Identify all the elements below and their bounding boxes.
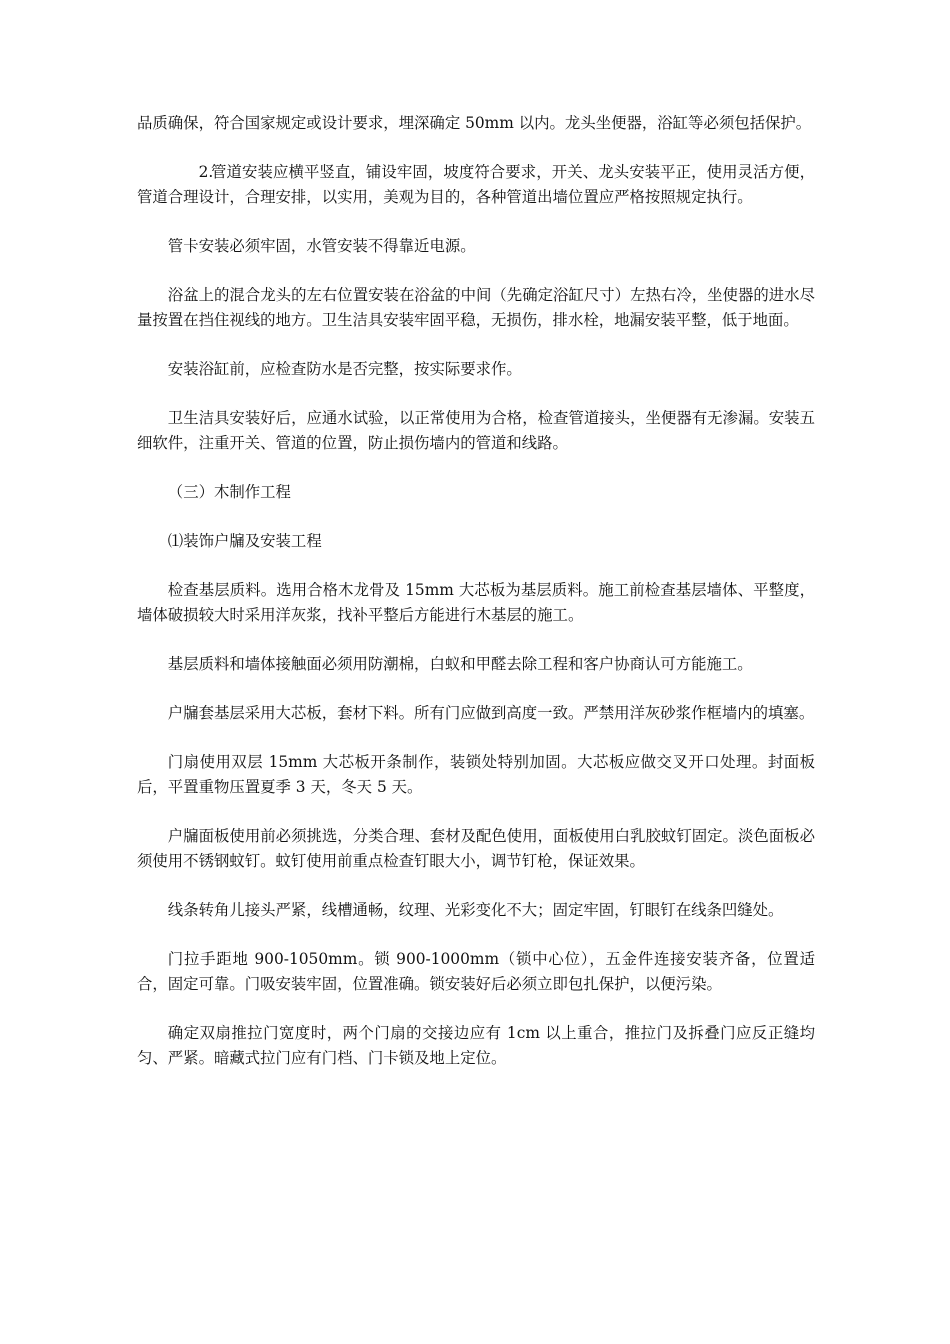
numbered-paragraph-pipe-installation	[137, 160, 815, 210]
paragraph-trim-joints: 线条转角儿接头严紧，线槽通畅，纹理、光彩变化不大；固定牢固，钉眼钉在线条凹缝处。	[167, 901, 784, 919]
paragraph-face-panel: 户牖面板使用前必须挑选，分类合理、套材及配色使用，面板使用白乳胶蚊钉固定。淡色面板必须使用不锈钢蚊钉。蚊钉使用前重点检查钉眼大小，调节钉枪，保证效果。	[137, 827, 815, 870]
numbered-paragraph-text: 管道安装应横平竖直，铺设牢固，坡度符合要求，开关、龙头安装平正，使用灵活方便，管道合理设计，合理安排，以实用，美观为目的，各种管道出墙位置应严格按照规定执行。	[137, 163, 815, 206]
paragraph-frame-base: 户牖套基层采用大芯板，套材下料。所有门应做到高度一致。严禁用洋灰砂浆作框墙内的填塞。	[167, 704, 815, 722]
paragraph-sliding-door: 确定双扇推拉门宽度时，两个门扇的交接边应有 1cm 以上重合，推拉门及拆叠门应反正缝均匀、严紧。暗藏式拉门应有门档、门卡锁及地上定位。	[137, 1024, 815, 1067]
paragraph-plumbing-quality: 品质确保，符合国家规定或设计要求，埋深确定 50mm 以内。龙头坐便器，浴缸等必须包括保护。	[137, 114, 812, 132]
paragraph-door-leaf: 门扇使用双层 15mm 大芯板开条制作，装锁处特别加固。大芯板应做交叉开口处理。封面板后，平置重物压置夏季 3 天，冬天 5 天。	[137, 753, 815, 796]
paragraph-pipe-clamp: 管卡安装必须牢固，水管安装不得靠近电源。	[167, 237, 476, 255]
paragraph-base-material: 检查基层质料。选用合格木龙骨及 15mm 大芯板为基层质料。施工前检查基层墙体、平整度，墙体破损较大时采用洋灰浆，找补平整后方能进行木基层的施工。	[137, 581, 815, 624]
section-heading-woodwork: （三）木制作工程	[167, 483, 291, 501]
paragraph-bathtub-waterproof: 安装浴缸前，应检查防水是否完整，按实际要求作。	[167, 360, 522, 378]
subsection-heading-doors-windows: ⑴装饰户牖及安装工程	[167, 532, 322, 550]
paragraph-sanitary-test: 卫生洁具安装好后，应通水试验，以正常使用为合格，检查管道接头，坐便器有无渗漏。安装五细软件，注重开关、管道的位置，防止损伤墙内的管道和线路。	[137, 409, 815, 452]
paragraph-door-hardware: 门拉手距地 900-1050mm。锁 900-1000mm（锁中心位），五金件连接安装齐备，位置适合，固定可靠。门吸安装牢固，位置准确。锁安装好后必须立即包扎保护，以便污染。	[137, 950, 815, 993]
paragraph-bathtub-faucet: 浴盆上的混合龙头的左右位置安装在浴盆的中间（先确定浴缸尺寸）左热右冷，坐使器的进水尽量按置在挡住视线的地方。卫生洁具安装牢固平稳，无损伤，排水栓，地漏安装平整，低于地面。	[137, 286, 815, 329]
paragraph-moisture-proof: 基层质料和墙体接触面必须用防潮棉，白蚁和甲醛去除工程和客户协商认可方能施工。	[167, 655, 753, 673]
list-number: 2.	[198, 163, 214, 181]
document-body	[137, 111, 815, 1095]
